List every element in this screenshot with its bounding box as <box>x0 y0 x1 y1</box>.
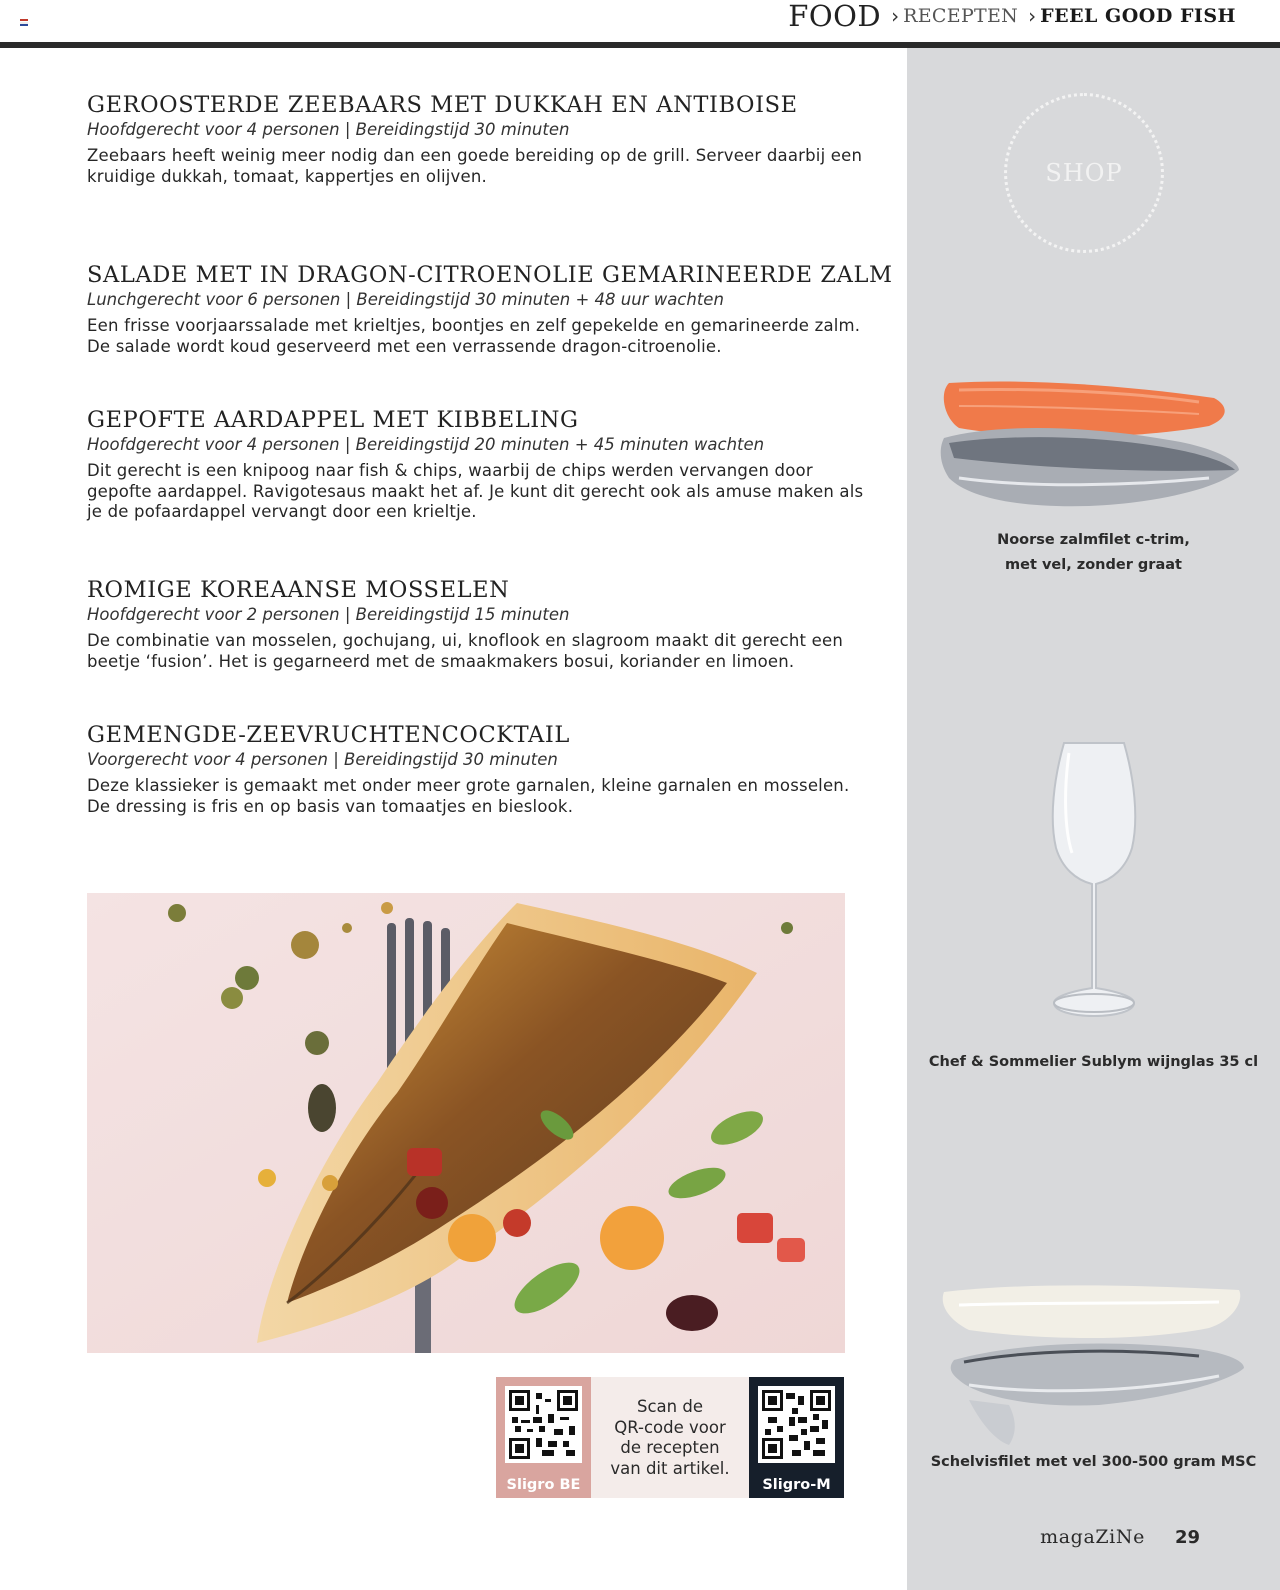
recipe-title: GEPOFTE AARDAPPEL MET KIBBELING <box>87 407 579 433</box>
qr-text-line: de recepten <box>620 1438 720 1457</box>
product-wine-glass[interactable] <box>907 738 1280 1075</box>
page-footer <box>1040 1526 1200 1548</box>
recipe-description: De combinatie van mosselen, gochujang, ui, knoflook en slagroom maakt dit gerecht een beetje ‘fusion’. Het is gegarneerd met de smaakmakers bosui, koriander en limoen. <box>87 631 843 671</box>
recipe-title: GEROOSTERDE ZEEBAARS MET DUKKAH EN ANTIBOISE <box>87 92 798 118</box>
recipe-meta: Lunchgerecht voor 6 personen | Bereidingstijd 30 minuten + 48 uur wachten <box>87 290 724 309</box>
recipe-title: SALADE MET IN DRAGON-CITROENOLIE GEMARINEERDE ZALM <box>87 262 893 288</box>
qr-caption-be: Sligro BE <box>506 1477 581 1493</box>
product-salmon[interactable] <box>907 378 1280 578</box>
product-haddock[interactable] <box>907 1280 1280 1475</box>
recipe-description: Zeebaars heeft weinig meer nodig dan een goede bereiding op de grill. Serveer daarbij een kruidige dukkah, tomaat, kappertjes en olijven. <box>87 146 863 186</box>
recipe-meta: Voorgerecht voor 4 personen | Bereidingstijd 30 minuten <box>87 750 558 769</box>
qr-code-sligro-m[interactable] <box>749 1377 844 1498</box>
recipe-title: GEMENGDE-ZEEVRUCHTENCOCKTAIL <box>87 722 570 748</box>
shop-label: SHOP <box>1045 159 1123 187</box>
salmon-fillet-image <box>939 378 1249 528</box>
product-label: met vel, zonder graat <box>1005 557 1182 573</box>
haddock-fillet-image <box>939 1280 1249 1450</box>
wine-glass-image <box>1034 738 1154 1028</box>
recipe-title: ROMIGE KOREAANSE MOSSELEN <box>87 577 510 603</box>
qr-text-line: Scan de <box>637 1397 703 1416</box>
recipe-item <box>87 91 867 187</box>
chevron-right-icon: › <box>891 4 900 28</box>
qr-code-sligro-be[interactable] <box>496 1377 591 1498</box>
shop-sidebar <box>907 48 1280 1590</box>
qr-code-icon <box>762 1390 831 1459</box>
recipe-meta: Hoofdgerecht voor 4 personen | Bereidingstijd 30 minuten <box>87 120 570 139</box>
product-label: Schelvisfilet met vel 300-500 gram MSC <box>930 1454 1257 1470</box>
section-title[interactable]: FOOD <box>788 0 882 33</box>
qr-text-line: QR-code voor <box>614 1417 726 1437</box>
flag-icon <box>20 19 28 26</box>
qr-code-icon <box>509 1390 578 1459</box>
qr-instructions <box>591 1397 749 1479</box>
qr-panel <box>496 1377 844 1498</box>
recipe-description: Een frisse voorjaarssalade met krieltjes, boontjes en zelf gepekelde en gemarineerde zalm. De salade wordt koud geserveerd met een verrassende dragon-citroenolie. <box>87 316 861 356</box>
breadcrumb <box>788 0 1236 32</box>
recipe-item <box>87 406 867 523</box>
recipe-meta: Hoofdgerecht voor 4 personen | Bereidingstijd 20 minuten + 45 minuten wachten <box>87 435 765 454</box>
chevron-right-icon: › <box>1028 4 1037 28</box>
recipe-description: Dit gerecht is een knipoog naar fish & chips, waarbij de chips werden vervangen door gepofte aardappel. Ravigotesaus maakt het af. Je kunt dit gerecht ook als amuse maken als je de pofaardappel vervangt door een krieltje. <box>87 461 864 521</box>
breadcrumb-recepten[interactable]: RECEPTEN <box>903 5 1019 27</box>
breadcrumb-current: FEEL GOOD FISH <box>1040 5 1236 27</box>
recipe-meta: Hoofdgerecht voor 2 personen | Bereidingstijd 15 minuten <box>87 605 570 624</box>
magazine-name: magaZiNe <box>1040 1526 1145 1548</box>
product-label: Chef & Sommelier Sublym wijnglas 35 cl <box>928 1054 1259 1070</box>
qr-text-line: van dit artikel. <box>610 1458 730 1478</box>
recipe-item <box>87 576 867 672</box>
sea-bass-photo <box>87 893 845 1353</box>
recipe-item <box>87 721 867 817</box>
recipe-description: Deze klassieker is gemaakt met onder meer grote garnalen, kleine garnalen en mosselen. De dressing is fris en op basis van tomaatjes en bieslook. <box>87 776 850 816</box>
shop-stamp[interactable] <box>1004 93 1164 253</box>
recipe-item <box>87 261 893 357</box>
product-label: Noorse zalmfilet c-trim, <box>997 532 1190 548</box>
qr-caption-m: Sligro-M <box>762 1477 831 1493</box>
page-number: 29 <box>1174 1527 1200 1548</box>
